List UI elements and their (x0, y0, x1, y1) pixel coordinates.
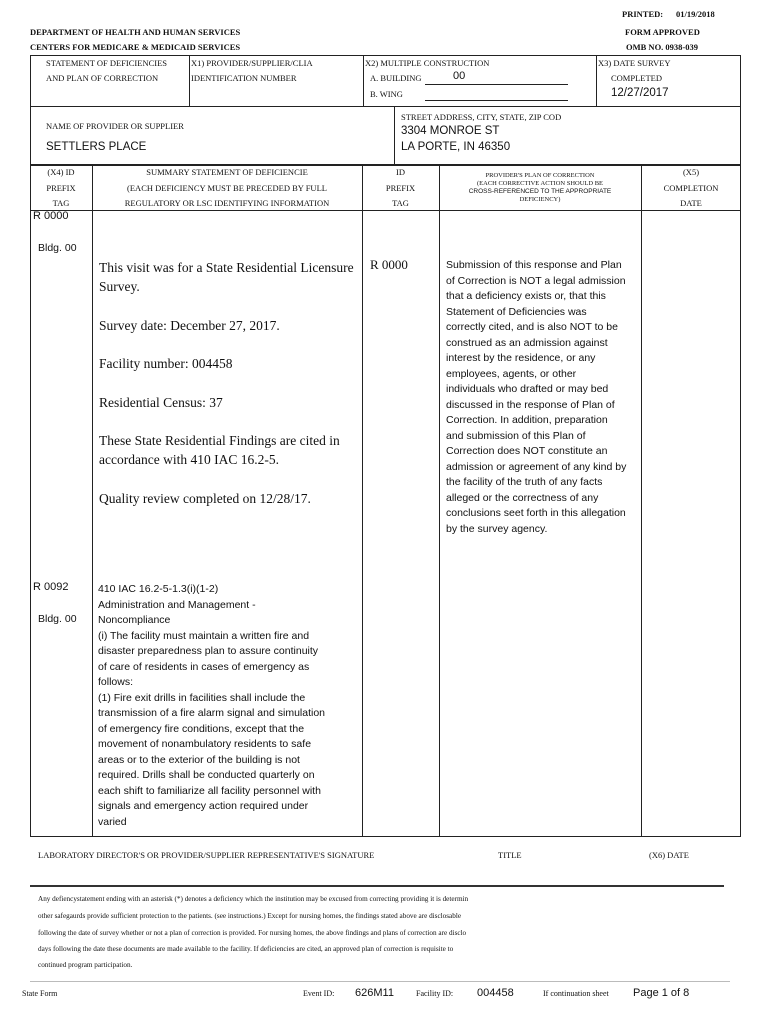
summary-header-3: REGULATORY OR LSC IDENTIFYING INFORMATION (124, 198, 330, 208)
centers-title: CENTERS FOR MEDICARE & MEDICAID SERVICES (30, 42, 241, 52)
footnote-line-2: other safegaurds provide sufficient protection to the patients. (see instructions.) Except for nursing homes, the findings stated above are disclosable (38, 912, 462, 920)
building-label: A. BUILDING (370, 73, 422, 83)
x2-label: X2) MULTIPLE CONSTRUCTION (365, 58, 490, 68)
provider-label: NAME OF PROVIDER OR SUPPLIER (46, 121, 184, 131)
printed-label: PRINTED: (622, 9, 664, 19)
title-label: TITLE (498, 850, 522, 860)
footnote-line-5: continued program participation. (38, 961, 133, 969)
address-line-1: 3304 MONROE ST (401, 125, 500, 137)
event-id-value: 626M11 (355, 987, 394, 999)
row1-summary-p1: This visit was for a State Residential Licensure Survey. (99, 260, 354, 294)
footer-divider (30, 981, 730, 982)
continuation-label: If continuation sheet (543, 989, 609, 998)
x3-label-1: X3) DATE SURVEY (598, 58, 671, 68)
row1-plan: Submission of this response and Plan of Correction is NOT a legal admission that a deficiency exists or, that this Statement of Deficiencies was correctly cited, and is also NOT to be construed as an admission against interest by the residence, or any employees, agents, or other individuals who drafted or may bed discussed in the response of Plan of Correction. In addition, preparation and submission of this Plan of Correction does NOT constitute an admission or agreement of any kind by the facility of the truth of any facts alleged or the correctness of any conclusions seet forth in this allegation by the survey agency. (446, 259, 627, 535)
wing-label: B. WING (370, 89, 403, 99)
event-id-label: Event ID: (303, 989, 335, 998)
row2-tag: R 0092 (33, 581, 69, 593)
summary-header-1: SUMMARY STATEMENT OF DEFICIENCIE (146, 167, 308, 177)
x5-header-2: COMPLETION (663, 183, 719, 193)
row1-bldg: Bldg. 00 (38, 242, 77, 254)
row1-summary-p4: Residential Census: 37 (99, 395, 223, 410)
form-approved: FORM APPROVED (625, 27, 700, 37)
statement-label-1: STATEMENT OF DEFICIENCIES (46, 58, 168, 68)
survey-date: 12/27/2017 (611, 87, 669, 99)
department-title: DEPARTMENT OF HEALTH AND HUMAN SERVICES (30, 27, 241, 37)
row1-id: R 0000 (370, 257, 408, 272)
row1-summary-p5: These State Residential Findings are cited in accordance with 410 IAC 16.2-5. (99, 433, 340, 467)
omb-number: OMB NO. 0938-039 (626, 42, 699, 52)
signature-divider (30, 885, 724, 887)
x5-header-3: DATE (680, 198, 702, 208)
provider-name: SETTLERS PLACE (46, 141, 147, 153)
row1-summary-p2: Survey date: December 27, 2017. (99, 318, 280, 333)
x6-date-label: (X6) DATE (649, 850, 689, 860)
page-number: Page 1 of 8 (633, 987, 690, 999)
x4-header-2: PREFIX (46, 183, 76, 193)
row1-summary-p3: Facility number: 004458 (99, 356, 233, 371)
row1-summary-p6: Quality review completed on 12/28/17. (99, 491, 311, 506)
id-header-2: PREFIX (385, 183, 416, 193)
footnote-line-4: days following the date these documents are made available to the facility. If deficiencies are cited, an approved plan of correction is requisite to (38, 945, 454, 953)
address-line-2: LA PORTE, IN 46350 (401, 141, 511, 153)
state-form-label: State Form (22, 989, 58, 998)
x1-label-1: X1) PROVIDER/SUPPLIER/CLIA (191, 58, 313, 68)
plan-header-3: CROSS-REFERENCED TO THE APPROPRIATE (468, 188, 612, 195)
plan-header-2: (EACH CORRECTIVE ACTION SHOULD BE (476, 180, 604, 187)
x1-label-2: IDENTIFICATION NUMBER (191, 73, 297, 83)
plan-header-4: DEFICIENCY) (519, 196, 561, 203)
plan-header-1: PROVIDER'S PLAN OF CORRECTION (485, 172, 595, 179)
x4-header-1: (X4) ID (47, 167, 75, 177)
id-header-3: TAG (392, 198, 409, 208)
address-label: STREET ADDRESS, CITY, STATE, ZIP COD (401, 112, 562, 122)
row2-bldg: Bldg. 00 (38, 613, 77, 625)
statement-label-2: AND PLAN OF CORRECTION (46, 73, 159, 83)
x5-header-1: (X5) (682, 167, 700, 177)
summary-header-2: (EACH DEFICIENCY MUST BE PRECEDED BY FULL (127, 183, 327, 193)
signature-label: LABORATORY DIRECTOR'S OR PROVIDER/SUPPLIER REPRESENTATIVE'S SIGNATURE (38, 850, 375, 860)
id-header-1: ID (396, 167, 405, 177)
x4-header-3: TAG (52, 198, 70, 208)
row1-tag: R 0000 (33, 210, 69, 222)
building-value: 00 (453, 70, 466, 82)
footnote-line-3: following the date of survey whether or not a plan of correction is provided. For nursing homes, the above findings and plans of correction are disclo (38, 929, 467, 937)
row2-summary: 410 IAC 16.2-5-1.3(i)(1-2) Administration and Management - Noncompliance (i) The facility must maintain a written fire and disaster preparedness plan to assure continuity of care of residents in cases of emergency as follows: (1) Fire exit drills in facilities shall include the transmission of a fire alarm signal and simulation of emergency fire conditions, except that the movement of nonambulatory residents to safe areas or to the exterior of the building is not required. Drills shall be conducted quarterly on each shift to familiarize all facility personnel with signals and emergency action required under varied (98, 583, 326, 828)
facility-id-value: 004458 (477, 987, 514, 999)
footnote-line-1: Any defiencystatement ending with an asterisk (*) denotes a deficiency which the institution may be excused from correcting providing it is determin (38, 895, 469, 903)
x3-label-2: COMPLETED (611, 73, 662, 83)
facility-id-label: Facility ID: (416, 989, 454, 998)
printed-date: 01/19/2018 (676, 9, 715, 19)
